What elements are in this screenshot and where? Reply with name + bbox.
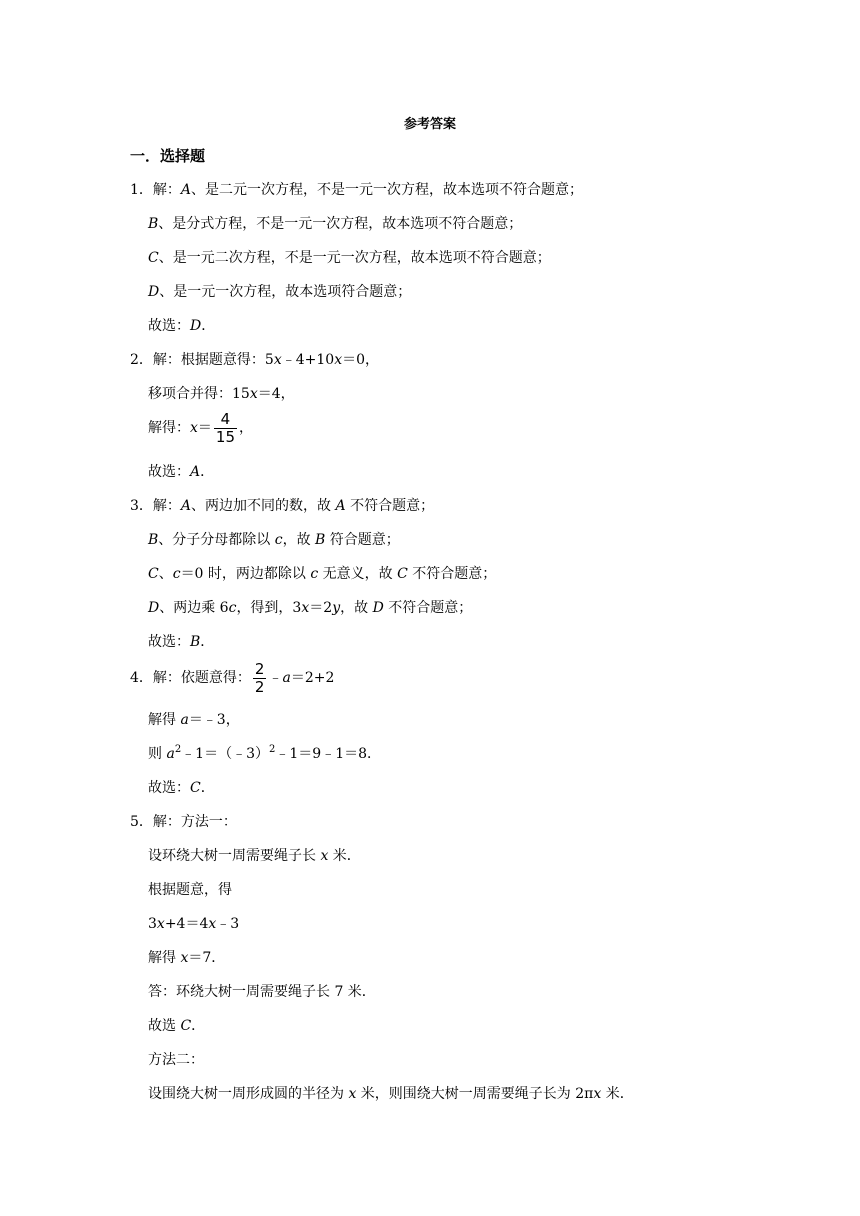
text: 符合题意； xyxy=(325,532,400,548)
question-number: 4． xyxy=(130,670,153,686)
var: y xyxy=(332,600,341,616)
q3-line-4 xyxy=(148,598,472,618)
exponent: 2 xyxy=(269,744,276,755)
question-number: 2． xyxy=(130,352,153,368)
q3-line-1 xyxy=(130,496,434,516)
var: A xyxy=(335,498,346,514)
text: 米，则围绕大树一周需要绳子长为 2π xyxy=(356,1086,594,1102)
text: 、 xyxy=(158,566,173,582)
var: C xyxy=(148,250,159,266)
q5-line-1 xyxy=(130,812,237,832)
var: D xyxy=(190,318,202,334)
text: 故选： xyxy=(148,318,190,334)
question-number: 3． xyxy=(130,498,153,514)
text: 、两边乘 6 xyxy=(159,600,229,616)
text: 移项合并得：15 xyxy=(148,386,250,402)
text: 故选： xyxy=(148,634,190,650)
fraction-denominator: 2 xyxy=(254,677,265,696)
q1-line-2 xyxy=(148,214,522,234)
var: B xyxy=(190,634,201,650)
text: ＝﹣3， xyxy=(188,712,240,728)
text: 、是分式方程，不是一元一次方程，故本选项不符合题意； xyxy=(158,216,523,232)
q5-line-2 xyxy=(148,846,361,866)
var: c xyxy=(228,600,237,616)
text: ，故 xyxy=(340,600,373,616)
text: ＝4， xyxy=(257,386,295,402)
text: 故选 xyxy=(148,1018,181,1034)
text: ． xyxy=(200,634,215,650)
var: x xyxy=(593,1086,602,1102)
exponent: 2 xyxy=(174,744,182,755)
var: a xyxy=(180,712,189,728)
text: 、是一元一次方程，故本选项符合题意； xyxy=(159,284,412,300)
var: A xyxy=(190,464,201,480)
var: x xyxy=(180,950,189,966)
text: 米． xyxy=(601,1086,634,1102)
q2-line-1 xyxy=(130,350,379,370)
q2-line-2 xyxy=(148,384,295,404)
text: ﹣4+10 xyxy=(281,352,335,368)
var: C xyxy=(180,1018,192,1034)
text: ＝2+2 xyxy=(290,670,335,686)
page-title: 参考答案 xyxy=(403,117,456,132)
fraction-numerator: 4 xyxy=(214,411,237,429)
var: c xyxy=(172,566,181,582)
text: ＝2 xyxy=(309,600,333,616)
q4-line-1 xyxy=(130,660,334,696)
text: 解：方法一： xyxy=(152,814,237,830)
q1-line-1 xyxy=(130,180,583,200)
text: +4＝4 xyxy=(164,916,209,932)
var: c xyxy=(310,566,319,582)
var: x xyxy=(208,916,217,932)
text: 解得 xyxy=(148,712,181,728)
text: 米． xyxy=(328,848,361,864)
q5-line-9 xyxy=(148,1084,634,1104)
text: 不符合题意； xyxy=(345,498,435,514)
text: ＝0 时，两边都除以 xyxy=(180,566,311,582)
var: a xyxy=(166,746,175,762)
var: A xyxy=(180,498,192,514)
q2-line-3 xyxy=(148,410,253,446)
q3-line-2 xyxy=(148,530,400,550)
text: 、分子分母都除以 xyxy=(158,532,275,548)
var: x xyxy=(190,420,198,436)
var: B xyxy=(148,216,159,232)
text: ＝7． xyxy=(188,950,226,966)
var: A xyxy=(180,182,192,198)
text: ﹣ xyxy=(268,670,283,686)
var: x xyxy=(301,600,310,616)
text: 解：依题意得： xyxy=(152,670,251,686)
var: a xyxy=(282,670,291,686)
text: 则 xyxy=(148,746,167,762)
text: 设围绕大树一周形成圆的半径为 xyxy=(148,1086,349,1102)
q5-line-8 xyxy=(148,1050,204,1070)
q5-line-4 xyxy=(148,914,239,934)
text: 不符合题意； xyxy=(407,566,497,582)
text: 不符合题意； xyxy=(383,600,473,616)
text: 根据题意，得 xyxy=(148,882,232,898)
question-number: 1． xyxy=(130,182,153,198)
fraction-numerator: 2 xyxy=(254,659,265,678)
var: x xyxy=(334,352,343,368)
var: x xyxy=(320,848,329,864)
var: x xyxy=(156,916,165,932)
q2-line-4 xyxy=(148,462,214,482)
text: ＝0， xyxy=(342,352,380,368)
var: C xyxy=(190,780,201,796)
question-number: 5． xyxy=(130,814,153,830)
text: ， xyxy=(239,420,253,436)
var: D xyxy=(148,284,160,300)
text: ﹣1＝（﹣3） xyxy=(181,746,270,762)
text: ． xyxy=(200,780,215,796)
q4-line-2 xyxy=(148,710,240,730)
q5-line-5 xyxy=(148,948,225,968)
q5-line-3 xyxy=(148,880,232,900)
q3-line-5 xyxy=(148,632,214,652)
var: C xyxy=(397,566,408,582)
var: C xyxy=(148,566,159,582)
text: 设环绕大树一周需要绳子长 xyxy=(148,848,321,864)
fraction-denominator: 15 xyxy=(215,427,235,446)
var: B xyxy=(148,532,159,548)
var: B xyxy=(315,532,326,548)
q1-line-5 xyxy=(148,316,215,336)
text: 解得 xyxy=(148,950,181,966)
q3-line-3 xyxy=(148,564,496,584)
text: 故选： xyxy=(148,464,190,480)
text: 解： xyxy=(152,182,181,198)
q4-line-4 xyxy=(148,778,215,798)
text: ，得到，3 xyxy=(236,600,302,616)
text: ，故 xyxy=(282,532,316,548)
var: D xyxy=(372,600,384,616)
text: ． xyxy=(191,1018,206,1034)
text: 解得： xyxy=(148,420,190,436)
text: 、是二元一次方程，不是一元一次方程，故本选项不符合题意； xyxy=(191,182,584,198)
text: 3 xyxy=(148,916,157,932)
q5-line-7 xyxy=(148,1016,205,1036)
text: 答：环绕大树一周需要绳子长 7 米． xyxy=(148,984,376,1000)
text: ． xyxy=(201,318,216,334)
var: x xyxy=(348,1086,357,1102)
text: 、是一元二次方程，不是一元一次方程，故本选项不符合题意； xyxy=(158,250,551,266)
var: x xyxy=(273,352,282,368)
text: 故选： xyxy=(148,780,190,796)
q5-line-6 xyxy=(148,982,376,1002)
section-heading: 一．选择题 xyxy=(130,147,206,165)
q4-line-3 xyxy=(148,744,381,764)
var: D xyxy=(148,600,160,616)
text: ＝ xyxy=(197,420,212,436)
fraction xyxy=(214,411,237,446)
q1-line-4 xyxy=(148,282,411,302)
text: ﹣3 xyxy=(216,916,240,932)
fraction xyxy=(253,661,267,696)
q1-line-3 xyxy=(148,248,551,268)
text: 解：根据题意得：5 xyxy=(152,352,274,368)
var: c xyxy=(274,532,283,548)
text: 解： xyxy=(152,498,181,514)
text: ． xyxy=(200,464,215,480)
text: ﹣1＝9﹣1＝8． xyxy=(275,746,382,762)
text: 方法二： xyxy=(148,1052,204,1068)
text: 无意义，故 xyxy=(318,566,398,582)
var: x xyxy=(249,386,258,402)
text: 、两边加不同的数，故 xyxy=(191,498,336,514)
